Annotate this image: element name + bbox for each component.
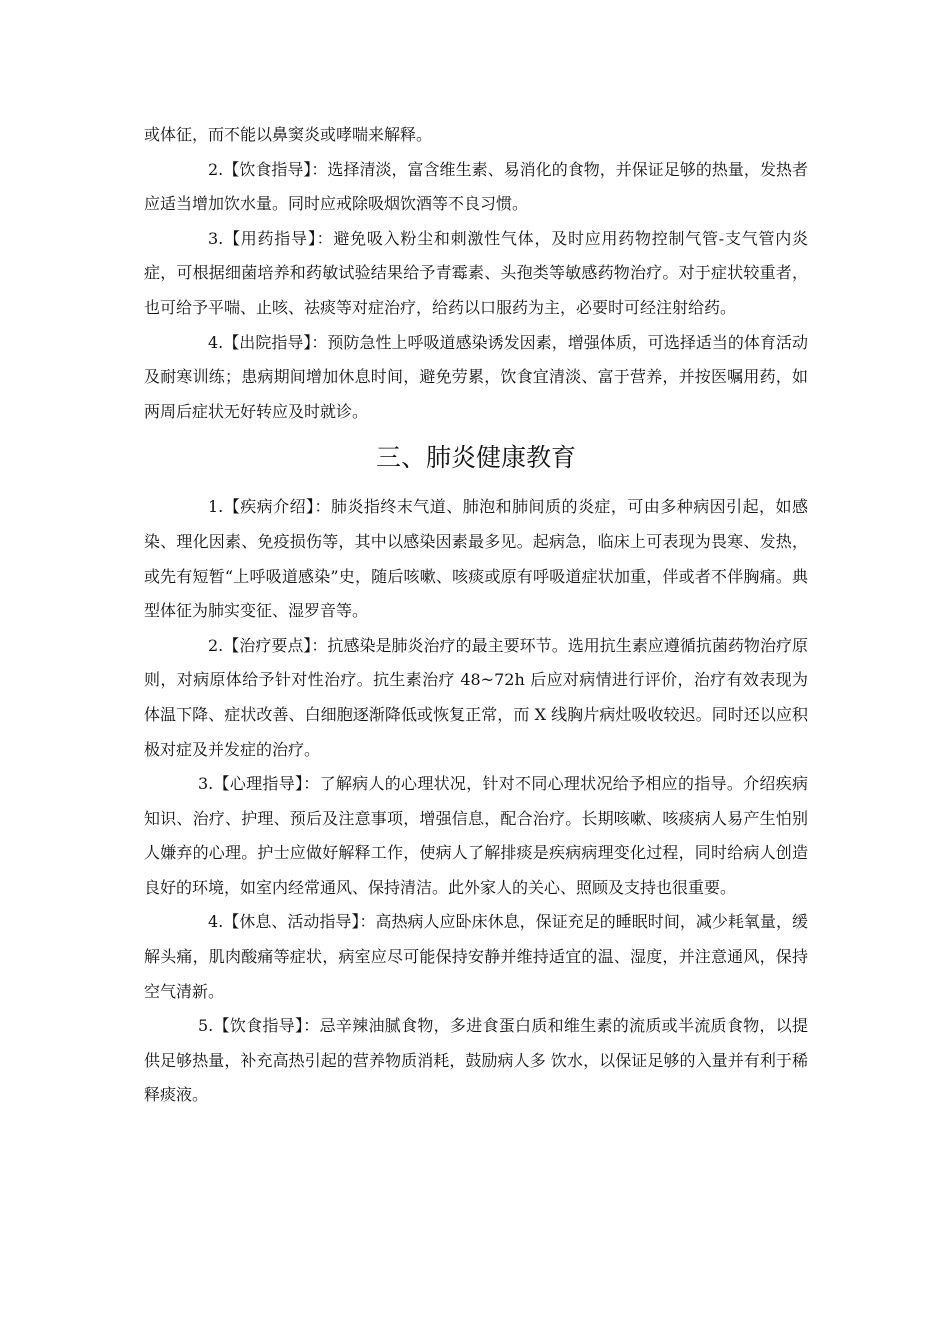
paragraph-treatment-points: 2.【治疗要点】：抗感染是肺炎治疗的最主要环节。选用抗生素应遵循抗菌药物治疗原则，对病原体给予针对性治疗。抗生素治疗 48~72h 后应对病情进行评价，治疗有效表现为体温下降、症状改善、白细胞逐渐降低或恢复正常，而 X 线胸片病灶吸收较迟。同时还以应积极对症及并发症的治疗。 xyxy=(144,635,808,759)
paragraph-diet-guidance-bronchitis: 2.【饮食指导】：选择清淡，富含维生素、易消化的食物，并保证足够的热量，发热者应适当增加饮水量。同时应戒除吸烟饮酒等不良习惯。 xyxy=(144,159,808,214)
paragraph-diet-guidance-pneumonia: 5.【饮食指导】：忌辛辣油腻食物，多进食蛋白质和维生素的流质或半流质食物，以提供足够热量，补充高热引起的营养物质消耗，鼓励病人多 饮水，以保证足够的入量并有利于稀释痰液。 xyxy=(144,1016,808,1105)
paragraph-discharge-guidance-bronchitis: 4.【出院指导】：预防急性上呼吸道感染诱发因素，增强体质，可选择适当的体育活动及耐寒训练；患病期间增加休息时间，避免劳累，饮食宜清淡、富于营养，并按医嘱用药，如两周后症状无好转应及时就诊。 xyxy=(144,332,808,421)
paragraph-psychological-guidance: 3.【心理指导】：了解病人的心理状况，针对不同心理状况给予相应的指导。介绍疾病知识、治疗、护理、预后及注意事项，增强信息，配合治疗。长期咳嗽、咳痰病人易产生怕别人嫌弃的心理。护士应做好解释工作，使病人了解排痰是疾病病理变化过程，同时给病人创造良好的环境，如室内经常通风、保持清洁。此外家人的关心、照顾及支持也很重要。 xyxy=(144,774,808,897)
paragraph-medication-guidance-bronchitis: 3.【用药指导】：避免吸入粉尘和刺激性气体，及时应用药物控制气管-支气管内炎症，可根据细菌培养和药敏试验结果给予青霉素、头孢类等敏感药物治疗。对于症状较重者，也可给予平喘、止咳、祛痰等对症治疗，给药以口服药为主，必要时可经注射给药。 xyxy=(144,228,808,317)
paragraph-rest-activity-guidance: 4.【休息、活动指导】：高热病人应卧床休息，保证充足的睡眠时间，减少耗氧量，缓解头痛，肌肉酸痛等症状，病室应尽可能保持安静并维持适宜的温、湿度，并注意通风，保持空气清新。 xyxy=(144,912,808,1001)
paragraph-disease-introduction: 1.【疾病介绍】：肺炎指终末气道、肺泡和肺间质的炎症，可由多种病因引起，如感染、理化因素、免疫损伤等，其中以感染因素最多见。起病急，临床上可表现为畏寒、发热，或先有短暂“上呼吸道感染”史，随后咳嗽、咳痰或原有呼吸道症状加重，伴或者不伴胸痛。典型体征为肺实变征、湿罗音等。 xyxy=(144,497,808,621)
document-page xyxy=(144,118,808,1113)
section-title-pneumonia: 三、肺炎健康教育 xyxy=(375,443,576,473)
paragraph-continuation: 或体征，而不能以鼻窦炎或哮喘来解释。 xyxy=(144,125,433,144)
